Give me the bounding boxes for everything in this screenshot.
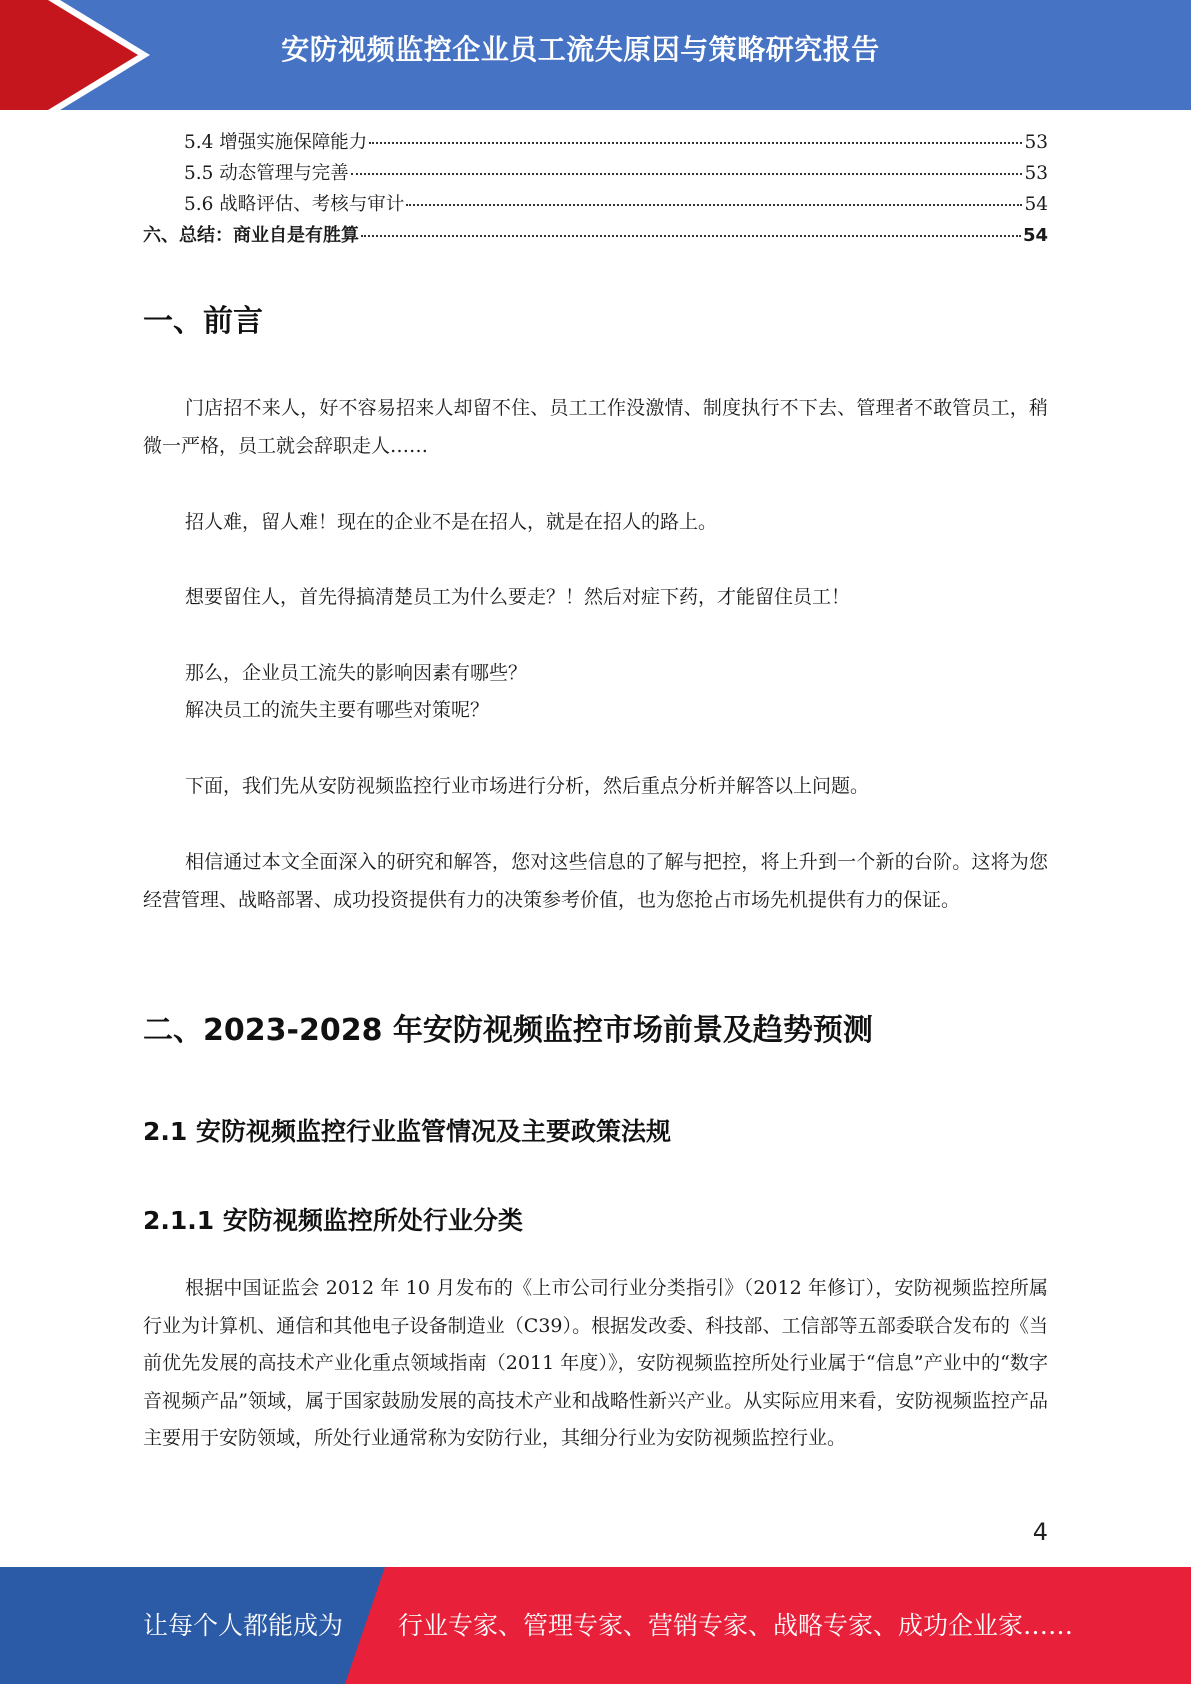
toc-item-label: 六、总结：商业自是有胜算 — [143, 225, 359, 246]
toc-leader-dots — [351, 173, 1023, 175]
toc-item-label: 5.4 增强实施保障能力 — [184, 132, 368, 153]
intro-paragraph: 招人难，留人难！现在的企业不是在招人，就是在招人的路上。 — [185, 511, 718, 533]
intro-paragraph: 解决员工的流失主要有哪些对策呢？ — [185, 699, 490, 721]
footer-slogan-left: 让每个人都能成为 — [143, 1611, 344, 1640]
header-banner — [0, 0, 1191, 110]
toc-item-page: 53 — [1024, 163, 1048, 184]
toc-leader-dots — [406, 204, 1022, 206]
intro-paragraph: 想要留住人，首先得搞清楚员工为什么要走？！然后对症下药，才能留住员工！ — [185, 586, 851, 608]
toc-item-page: 53 — [1024, 132, 1048, 153]
toc-leader-dots — [369, 142, 1022, 144]
toc-item[interactable] — [143, 190, 1048, 221]
document-title: 安防视频监控企业员工流失原因与策略研究报告 — [281, 33, 880, 66]
toc-item[interactable] — [143, 128, 1048, 159]
intro-paragraph: 下面，我们先从安防视频监控行业市场进行分析，然后重点分析并解答以上问题。 — [185, 775, 870, 797]
intro-paragraph: 那么，企业员工流失的影响因素有哪些？ — [185, 662, 528, 684]
section-heading-intro: 一、前言 — [143, 304, 263, 339]
footer-slogan-right: 行业专家、管理专家、营销专家、战略专家、成功企业家…… — [398, 1611, 1074, 1640]
toc-item-label: 5.5 动态管理与完善 — [184, 163, 349, 184]
subsection-heading: 2.1 安防视频监控行业监管情况及主要政策法规 — [143, 1117, 671, 1146]
section-heading-market: 二、2023-2028 年安防视频监控市场前景及趋势预测 — [143, 1013, 873, 1048]
footer-banner — [0, 1567, 1191, 1684]
toc-item-page: 54 — [1022, 225, 1048, 246]
toc-item-label: 5.6 战略评估、考核与审计 — [184, 194, 405, 215]
page-number: 4 — [1032, 1518, 1048, 1546]
table-of-contents — [143, 128, 1048, 252]
toc-item-page: 54 — [1024, 194, 1048, 215]
market-paragraph: 根据中国证监会 2012 年 10 月发布的《上市公司行业分类指引》（2012 年修订），安防视频监控所属行业为计算机、通信和其他电子设备制造业（C39）。根据发改委、科技部、工信部等五部委联合发布的《当前优先发展的高技术产业化重点领域指南（2011 年度）》，安防视频监控所处行业属于“信息”产业中的“数字音视频产品”领域，属于国家鼓励发展的高技术产业和战略性新兴产业。从实际应用来看，安防视频监控产品主要用于安防领域，所处行业通常称为安防行业，其细分行业为安防视频监控行业。 — [143, 1277, 1048, 1449]
toc-item[interactable] — [143, 159, 1048, 190]
intro-paragraph: 相信通过本文全面深入的研究和解答，您对这些信息的了解与把控，将上升到一个新的台阶。这将为您经营管理、战略部署、成功投资提供有力的决策参考价值，也为您抢占市场先机提供有力的保证。 — [143, 851, 1048, 911]
header-arrow-decoration — [0, 0, 160, 110]
toc-item[interactable] — [143, 221, 1048, 252]
toc-leader-dots — [361, 235, 1021, 237]
intro-paragraph: 门店招不来人，好不容易招来人却留不住、员工工作没激情、制度执行不下去、管理者不敢管员工，稍微一严格，员工就会辞职走人…… — [143, 397, 1048, 457]
subsection-heading: 2.1.1 安防视频监控所处行业分类 — [143, 1206, 523, 1235]
